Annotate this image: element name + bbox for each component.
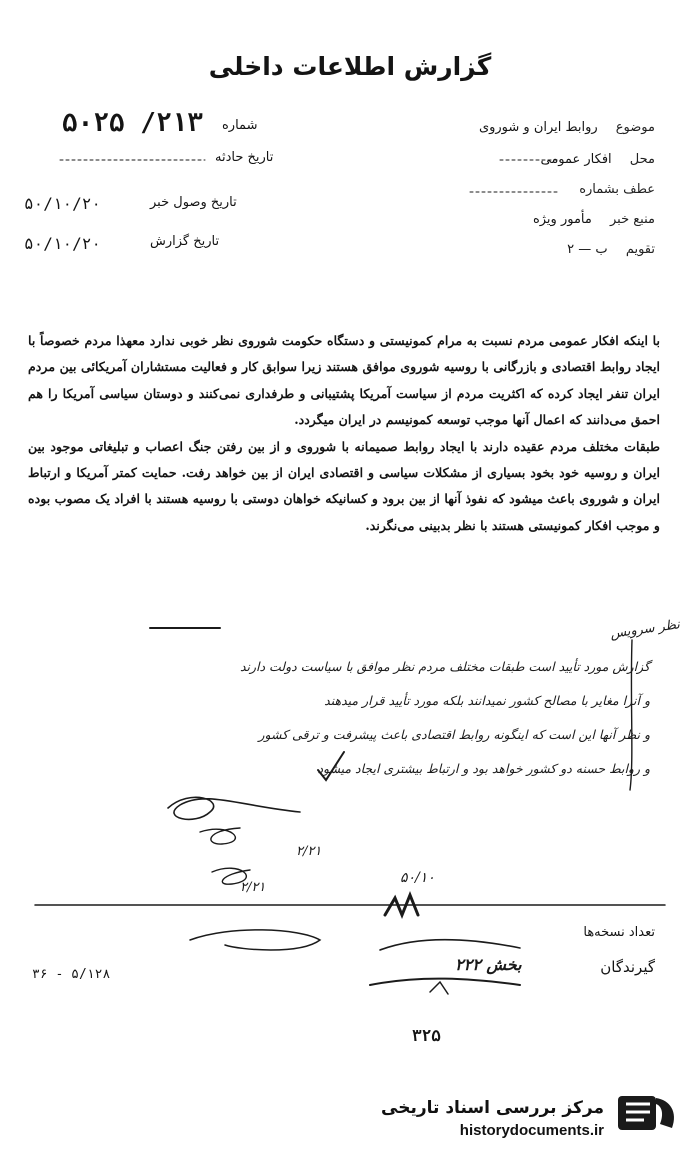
- subject-label: موضوع: [615, 120, 655, 135]
- incident-date-label: تاریخ حادثه: [215, 150, 274, 165]
- annotation-heading: نظر سرویس: [609, 617, 681, 642]
- archive-logo-icon: [612, 1090, 684, 1136]
- receipt-date-label: تاریخ وصول خبر: [150, 195, 237, 210]
- recipients-label: گیرندگان: [600, 958, 655, 976]
- assessment-label: تقویم: [625, 242, 655, 257]
- assessment-value: ب — ۲: [567, 242, 608, 257]
- recipient-value: بخش ۲۲۲: [455, 955, 522, 974]
- signature-scribble-5: [190, 930, 320, 950]
- number-value: ۲۱۳/ ۵۰۲۵: [62, 108, 203, 138]
- signature-scribble-6: [380, 940, 520, 950]
- annotation-line-3: و نظر آنها این است که اینگونه روابط اقتصادی باعث پیشرفت و ترقی کشور: [258, 727, 650, 742]
- location-label: محل: [629, 152, 655, 167]
- report-date-label: تاریخ گزارش: [150, 234, 220, 249]
- body-paragraph-1: با اینکه افکار عمومی مردم نسبت به مرام کمونیستی و دستگاه حکومت شوروی نظر خوبی ندارد معهذا مردم خصوصاً با ایجاد روابط اقتصادی و بازرگانی با روسیه شوروی موافق هستند زیرا سوابق کار و فعالیت مستشاران آمریکائی بین مردم ایران تنفر ایجاد کرده که اکثریت مردم از سیاست آمریکا پشتیبانی و طرفداری نمی‌کنند و دوستان سیاسی آمریکا را هم احمق می‌دانند که اعمال آنها موجب توسعه کمونیسم در ایران میگردد.: [28, 333, 660, 428]
- watermark-fa: مرکز بررسی اسناد تاریخی: [381, 1098, 604, 1118]
- source-value: مأمور ویژه: [532, 212, 592, 227]
- bottom-code: ۳۲۵: [412, 1026, 441, 1045]
- body-paragraph-2: طبقات مختلف مردم عقیده دارند با ایجاد روابط صمیمانه با شوروی و از بین رفتن جنگ اعصاب و تبلیغاتی موجود بین ایران و روسیه خود بخود بسیاری از مشکلات سیاسی و اقتصادی ایران از بین خواهد رفت. حمایت کمتر آمریکا و ارتباط ایران و شوروی باعث میشود که نفوذ آنها از بین برود و کسانیکه خواهان دوستی با روسیه هستند با افراد یک مصوب بوده و موجب افکار کمونیستی هستند با نظر بدبینی می‌نگرند.: [28, 438, 660, 533]
- signature-note: ۵۰/۱۰: [400, 870, 435, 886]
- signature-scribble-7: [370, 979, 520, 985]
- watermark-en: historydocuments.ir: [459, 1122, 604, 1139]
- initial-2: ۲/۲۱: [240, 880, 266, 895]
- number-label: شماره: [222, 118, 258, 133]
- reference-label: عطف بشماره: [579, 182, 655, 197]
- subject-value: روابط ایران و شوروی: [478, 120, 598, 135]
- signature-scribble-8: [430, 982, 448, 994]
- check-mark: [318, 752, 344, 780]
- initial-1: ۲/۲۱: [296, 844, 322, 859]
- location-value: افکار عمومی: [540, 152, 612, 167]
- signature-scribble-2: [200, 828, 240, 844]
- annotation-line-1: گزارش مورد تأیید است طبقات مختلف مردم نظر موافق با سیاست دولت دارند: [239, 659, 650, 674]
- annotation-line-4: و روابط حسنه دو کشور خواهد بود و ارتباط بیشتری ایجاد میشود: [317, 761, 650, 776]
- report-title: گزارش اطلاعات داخلی: [208, 52, 492, 81]
- annotation-margin-line: [630, 640, 632, 790]
- report-date-value: ۵۰/۱۰/۲۰: [24, 234, 102, 253]
- source-label: منبع خبر: [610, 212, 655, 227]
- annotation-line-2: و آنرا مغایر با مصالح کشور نمیدانند بلکه مورد تأیید قرار میدهند: [324, 693, 650, 708]
- signature-scribble-3: [212, 868, 250, 884]
- receipt-date-value: ۵۰/۱۰/۲۰: [24, 194, 102, 213]
- signature-scribble-1: [168, 797, 300, 819]
- file-reference: ۵/۱۲۸ - ۳۶: [32, 967, 111, 982]
- copies-label: تعداد نسخه‌ها: [583, 925, 655, 940]
